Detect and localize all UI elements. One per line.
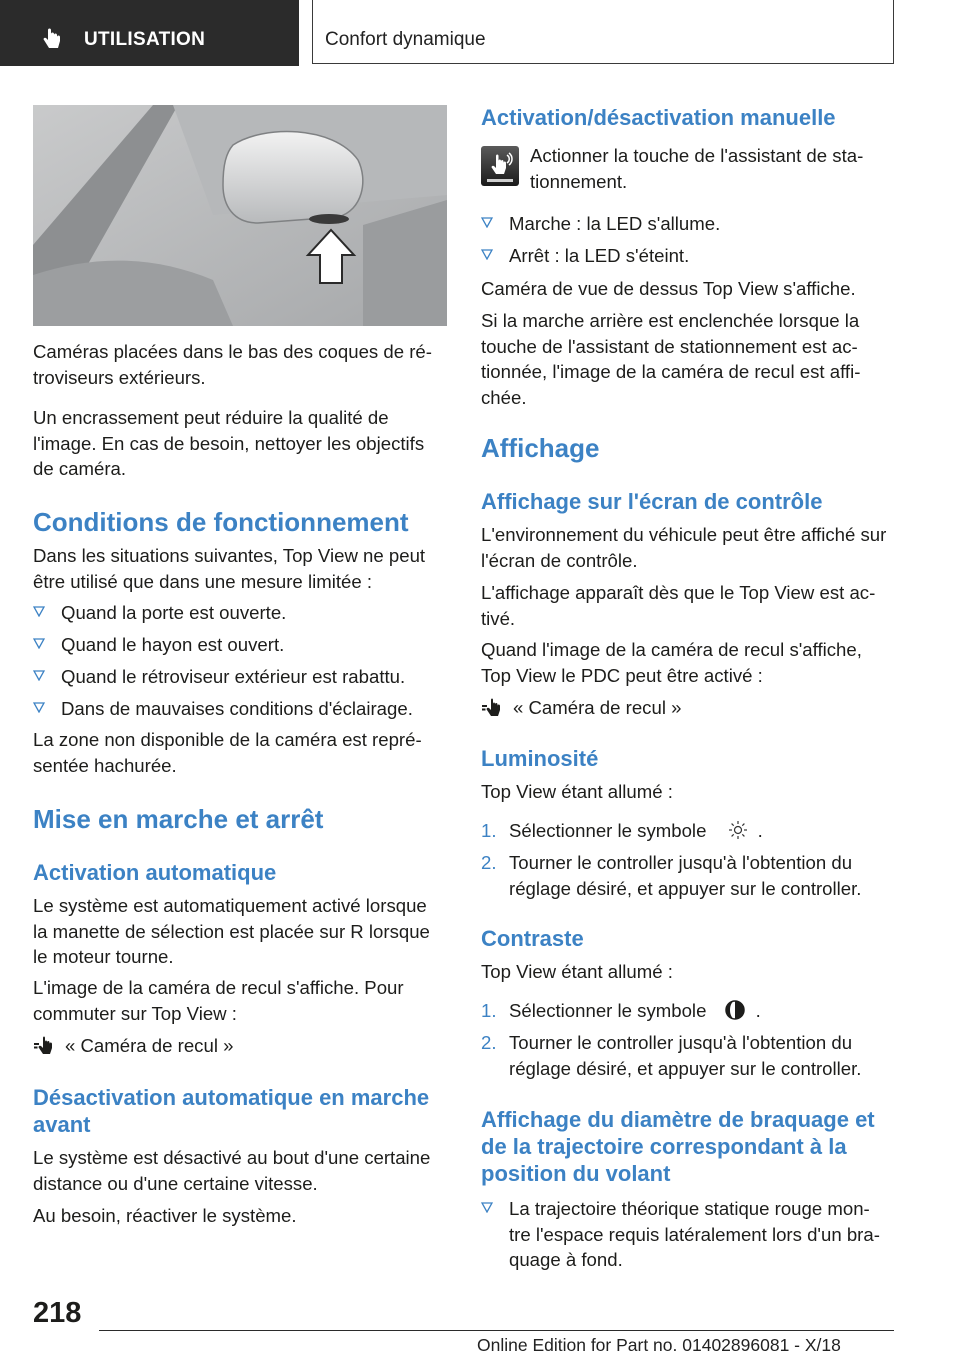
chapter-box <box>312 0 894 64</box>
sun-icon <box>728 820 748 840</box>
paragraph: La zone non disponible de la caméra est repré‐ sentée hachurée. <box>33 729 422 776</box>
heading-activation-auto: Activation automatique <box>33 860 277 885</box>
paragraph: Si la marche arrière est enclenchée lorsque la touche de l'assistant de stationnement est ac‐ tionnée, l'image de la caméra de recul est affi‐ chée. <box>481 310 861 408</box>
paragraph: Le système est désactivé au bout d'une certaine distance ou d'une certaine vitesse. <box>33 1147 431 1194</box>
page-number: 218 <box>33 1297 82 1329</box>
triangle-bullet-icon <box>33 605 45 617</box>
heading-ecran: Affichage sur l'écran de contrôle <box>481 489 823 514</box>
heading-desactivation: Désactivation automatique en marche avant <box>33 1085 430 1137</box>
paragraph: L'image de la caméra de recul s'affiche. Pour commuter sur Top View : <box>33 977 404 1024</box>
paragraph: Au besoin, réactiver le système. <box>33 1205 297 1226</box>
heading-contraste: Contraste <box>481 926 584 951</box>
rear-camera-icon <box>481 697 505 719</box>
paragraph: Top View étant allumé : <box>481 781 673 802</box>
heading-conditions: Conditions de fonctionnement <box>33 507 409 537</box>
paragraph: Actionner la touche de l'assistant de sta‐ tionnement. <box>530 145 864 192</box>
section-title: UTILISATION <box>84 29 206 50</box>
triangle-bullet-icon <box>481 248 493 260</box>
heading-luminosite: Luminosité <box>481 746 599 771</box>
mirror-camera-figure <box>33 105 447 326</box>
triangle-bullet-icon <box>33 669 45 681</box>
chapter-title: Confort dynamique <box>325 29 486 50</box>
section-tab <box>0 0 299 66</box>
paragraph: Le système est automatiquement activé lorsque la manette de sélection est placée sur R lorsque le moteur tourne. <box>33 895 430 967</box>
triangle-bullet-icon <box>481 216 493 228</box>
triangle-bullet-icon <box>481 1201 493 1213</box>
triangle-bullet-icon <box>33 637 45 649</box>
rear-camera-icon <box>33 1035 57 1057</box>
paragraph: L'environnement du véhicule peut être affiché sur l'écran de contrôle. <box>481 524 887 571</box>
figure-caption: Caméras placées dans le bas des coques de ré‐ troviseurs extérieurs. <box>33 341 432 388</box>
heading-affichage: Affichage <box>481 433 600 463</box>
heading-manual: Activation/désactivation manuelle <box>481 105 836 130</box>
heading-braquage: Affichage du diamètre de braquage et de la trajectoire correspondant à la position du volant <box>481 1107 875 1186</box>
page-header <box>0 0 960 66</box>
paragraph: Caméra de vue de dessus Top View s'affiche. <box>481 278 856 299</box>
footer-divider <box>99 1330 894 1331</box>
paragraph: Quand l'image de la caméra de recul s'affiche, Top View le PDC peut être activé : <box>481 639 862 686</box>
paragraph: L'affichage apparaît dès que le Top View est ac‐ tivé. <box>481 582 876 629</box>
triangle-bullet-icon <box>33 701 45 713</box>
hand-pointer-icon <box>38 26 66 54</box>
paragraph: Dans les situations suivantes, Top View ne peut être utilisé que dans une mesure limitée : <box>33 545 426 592</box>
contrast-icon <box>724 999 746 1021</box>
park-assist-button-icon <box>481 146 519 186</box>
paragraph: Top View étant allumé : <box>481 961 673 982</box>
paragraph: Un encrassement peut réduire la qualité de l'image. En cas de besoin, nettoyer les objectifs de caméra. <box>33 407 425 479</box>
edition-note: Online Edition for Part no. 01402896081 - X/18 <box>477 1335 841 1355</box>
heading-mise-en-marche: Mise en marche et arrêt <box>33 804 324 834</box>
